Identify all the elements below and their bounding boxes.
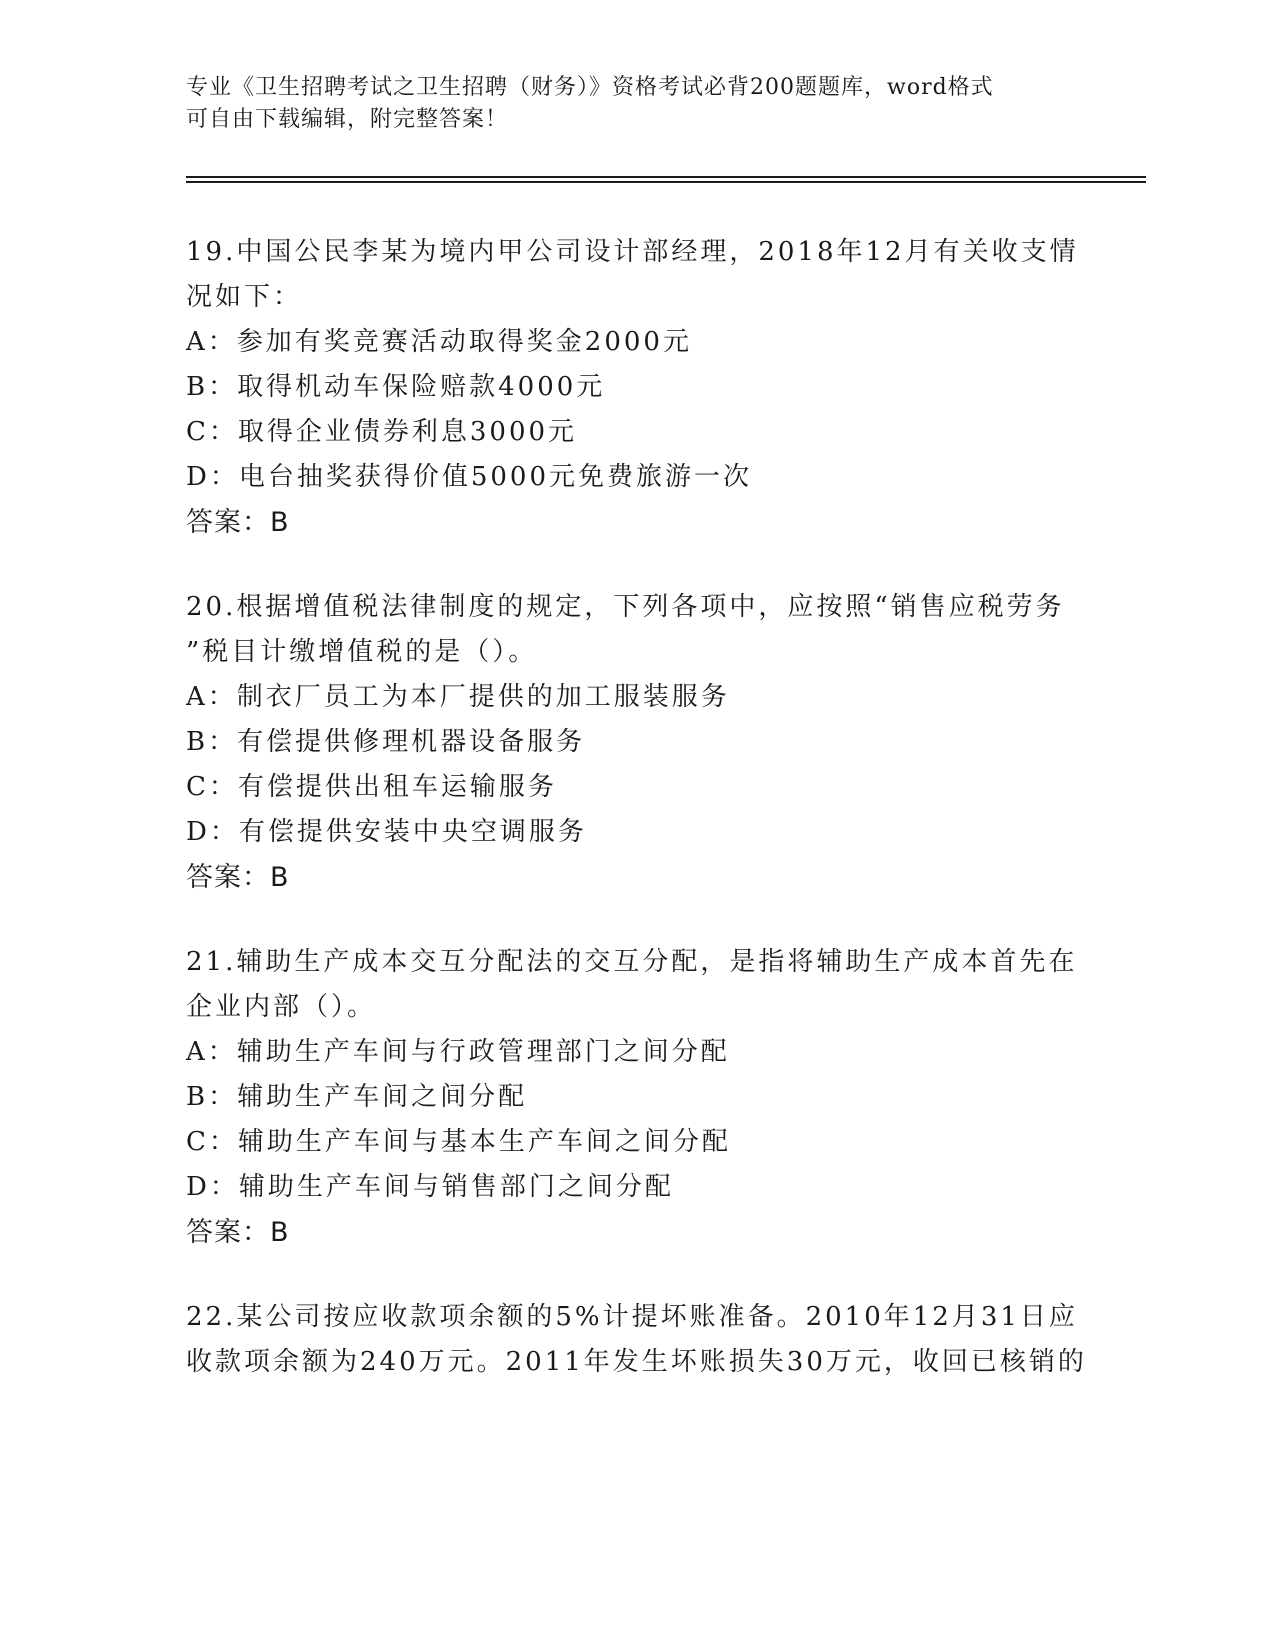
option-c: C：辅助生产车间与基本生产车间之间分配 [186,1127,731,1157]
option-a: A：参加有奖竞赛活动取得奖金2000元 [186,327,692,357]
question-stem-line: ”税目计缴增值税的是（）。 [186,637,538,667]
question-stem-line: 19.中国公民李某为境内甲公司设计部经理，2018年12月有关收支情 [186,237,1079,267]
option-b: B：辅助生产车间之间分配 [186,1082,528,1112]
question-21 [186,940,1086,1255]
answer: 答案：B [186,507,290,538]
option-a: A：辅助生产车间与行政管理部门之间分配 [186,1037,730,1067]
option-a: A：制衣厂员工为本厂提供的加工服装服务 [186,682,730,712]
question-stem-line: 22.某公司按应收款项余额的5%计提坏账准备。2010年12月31日应 [186,1302,1078,1332]
question-stem-line: 况如下： [186,282,303,312]
document-header [186,72,1086,136]
question-19 [186,230,1086,545]
question-stem-line: 20.根据增值税法律制度的规定，下列各项中，应按照“销售应税劳务 [186,592,1065,622]
answer: 答案：B [186,1217,290,1248]
answer: 答案：B [186,862,290,893]
question-20 [186,585,1086,900]
option-c: C：取得企业债券利息3000元 [186,417,578,447]
option-d: D：辅助生产车间与销售部门之间分配 [186,1172,674,1202]
question-stem-line: 21.辅助生产成本交互分配法的交互分配，是指将辅助生产成本首先在 [186,947,1078,977]
header-rule-bottom [186,181,1146,183]
header-rule-top [186,176,1146,178]
option-c: C：有偿提供出租车运输服务 [186,772,557,802]
header-line-1: 专业《卫生招聘考试之卫生招聘（财务）》资格考试必背200题题库，word格式 [186,75,994,100]
option-b: B：有偿提供修理机器设备服务 [186,727,586,757]
option-d: D：电台抽奖获得价值5000元免费旅游一次 [186,462,753,492]
question-list [186,230,1086,1425]
question-22 [186,1295,1086,1385]
option-d: D：有偿提供安装中央空调服务 [186,817,587,847]
question-stem-line: 企业内部（）。 [186,992,377,1022]
header-line-2: 可自由下载编辑，附完整答案！ [186,107,509,132]
option-b: B：取得机动车保险赔款4000元 [186,372,606,402]
question-stem-line: 收款项余额为240万元。2011年发生坏账损失30万元，收回已核销的 [186,1347,1087,1377]
